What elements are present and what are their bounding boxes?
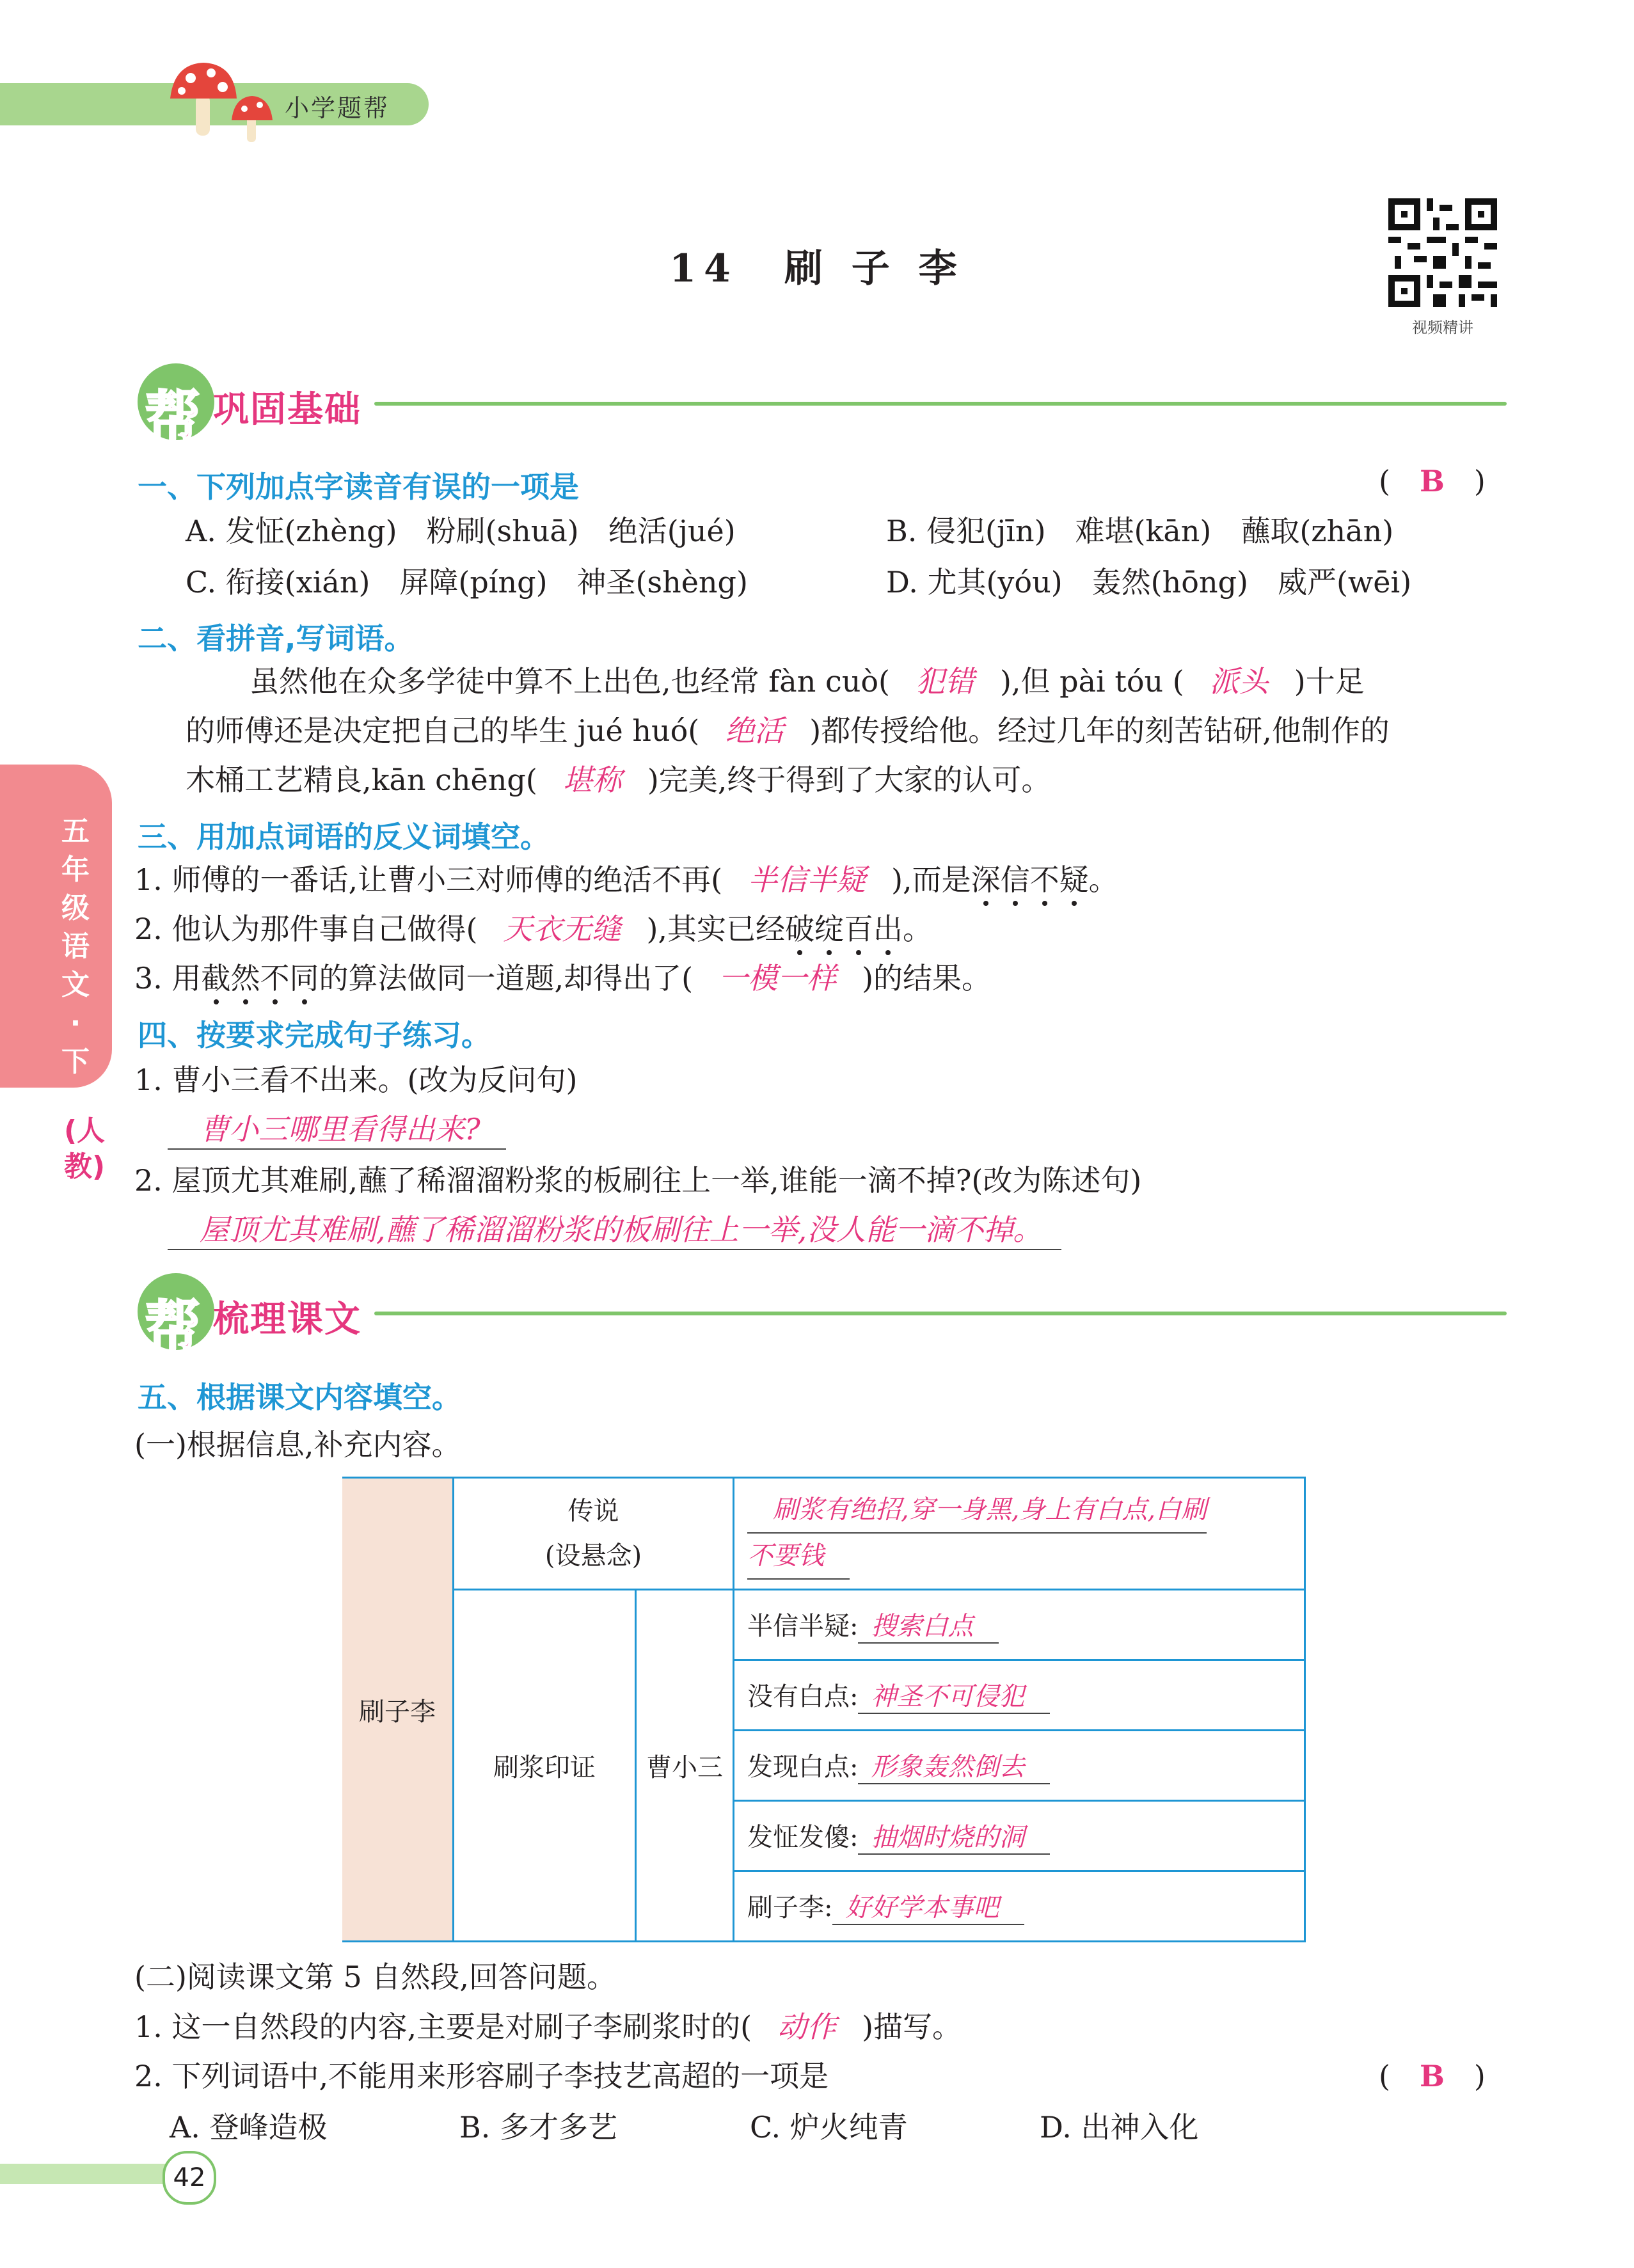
side-grade-label: 五年级语文·下	[61, 815, 90, 1078]
emphasis-char: 破	[785, 912, 815, 946]
q3-answer-1: 半信半疑	[748, 862, 866, 897]
table-row	[734, 1731, 1305, 1801]
q3-text: ),而是	[891, 862, 971, 897]
section-divider	[374, 402, 1507, 406]
table-legend-answer-b: 不要钱	[747, 1534, 850, 1580]
q3-text: 3. 用	[134, 961, 202, 995]
section-header-consolidate	[138, 363, 1507, 449]
page-number: 42	[163, 2151, 216, 2205]
q4-prompt: 四、按要求完成句子练习。	[138, 1018, 491, 1052]
q5-text: )描写。	[862, 2010, 962, 2044]
table-row-label: 发现白点:	[747, 1752, 859, 1782]
emphasis-char: 绽	[814, 912, 845, 946]
side-edition-label: (人教)	[64, 1114, 106, 1183]
q5-option-b: B. 多才多艺	[459, 2110, 618, 2145]
q3-dotted-word-1	[971, 862, 1089, 897]
q5-sub-1: (一)根据信息,补充内容。	[134, 1427, 461, 1462]
q4-answer-2-line	[168, 1210, 1061, 1250]
q3-item-2	[134, 910, 932, 948]
q5-prompt: 五、根据课文内容填空。	[138, 1380, 461, 1415]
section-divider	[374, 1312, 1507, 1315]
q1-option-c: C. 衔接(xián) 屏障(píng) 神圣(shèng)	[186, 565, 748, 599]
q1-prompt: 一、下列加点字读音有误的一项是	[138, 470, 579, 504]
q2-line-2	[186, 711, 1390, 750]
section-header-review	[138, 1273, 1507, 1359]
table-row-answer: 神圣不可侵犯	[858, 1676, 1050, 1714]
emphasis-char: 然	[230, 961, 260, 995]
q5-sub-2: (二)阅读课文第 5 自然段,回答问题。	[134, 1960, 617, 1994]
q3-text: ),其实已经	[646, 912, 786, 946]
page-title: 14 刷 子 李	[669, 246, 965, 291]
q1-answer: B	[1419, 464, 1445, 498]
q2-text: 虽然他在众多学徒中算不上出色,也经常 fàn cuò(	[250, 664, 890, 699]
q4-answer-2: 屋顶尤其难刷,蘸了稀溜溜粉浆的板刷往上一举,没人能一滴不掉。	[168, 1210, 1061, 1250]
table-legend-b: (设悬念)	[544, 1541, 642, 1571]
q3-text: )的结果。	[862, 961, 992, 995]
table-root: 刷子李	[359, 1697, 436, 1727]
emphasis-char: 不	[260, 961, 290, 995]
q2-text: )十足	[1294, 664, 1365, 699]
emphasis-char: 出	[873, 912, 903, 946]
table-row	[734, 1590, 1305, 1660]
q1-option-b: B. 侵犯(jīn) 难堪(kān) 蘸取(zhān)	[886, 514, 1394, 548]
table-proof: 刷浆印证	[493, 1753, 596, 1782]
q3-text: 2. 他认为那件事自己做得(	[134, 912, 478, 946]
q3-dotted-word-2	[785, 912, 903, 946]
q1-option-d: D. 尤其(yóu) 轰然(hōng) 威严(wēi)	[886, 565, 1412, 599]
section-title: 梳理课文	[213, 1299, 361, 1340]
table-root-cell	[342, 1478, 454, 1942]
q4-answer-1-line	[168, 1110, 506, 1150]
q4-sentence-2: 2. 屋顶尤其难刷,蘸了稀溜溜粉浆的板刷往上一举,谁能一滴不掉?(改为陈述句)	[134, 1163, 1142, 1198]
q3-answer-3: 一模一样	[718, 961, 837, 995]
table-legend-answer-a: 刷浆有绝招,穿一身黑,身上有白点,白刷	[747, 1487, 1207, 1534]
table-proof-cell	[454, 1590, 636, 1942]
table-row-answer: 抽烟时烧的洞	[858, 1817, 1050, 1855]
table-row-label: 没有白点:	[747, 1682, 859, 1711]
table-row-label: 半信半疑:	[747, 1612, 859, 1641]
mushroom-logo-icon	[165, 59, 280, 148]
q3-dotted-word-3	[202, 961, 319, 995]
emphasis-char: 百	[844, 912, 874, 946]
q4-answer-1: 曹小三哪里看得出来?	[168, 1110, 506, 1150]
table-person: 曹小三	[646, 1753, 723, 1782]
q3-text: 。	[903, 912, 933, 946]
table-legend-a: 传说	[567, 1496, 619, 1526]
q2-line-3	[186, 761, 1051, 799]
table-person-cell	[636, 1590, 734, 1942]
emphasis-char: 疑	[1059, 862, 1089, 897]
summary-table	[342, 1477, 1306, 1942]
qr-code-icon[interactable]	[1388, 198, 1497, 307]
table-row-answer: 搜索白点	[858, 1606, 999, 1644]
q5-option-d: D. 出神入化	[1040, 2110, 1199, 2145]
emphasis-char: 深	[971, 862, 1001, 897]
section-title: 巩固基础	[213, 389, 361, 431]
q2-text: 木桶工艺精良,kān chēng(	[186, 763, 537, 797]
q3-item-3	[134, 959, 991, 997]
q5-answer-bracket: ( B )	[1379, 2059, 1486, 2093]
q2-text: )都传授给他。经过几年的刻苦钻研,他制作的	[809, 713, 1390, 748]
q2-line-1	[250, 662, 1365, 701]
q1-answer-bracket: ( B )	[1379, 464, 1486, 498]
section-badge-char: 帮	[145, 385, 200, 449]
emphasis-char: 不	[1029, 862, 1059, 897]
q5-option-a: A. 登峰造极	[170, 2110, 328, 2145]
table-row	[734, 1660, 1305, 1731]
table-row-answer: 好好学本事吧	[832, 1887, 1024, 1925]
table-row	[734, 1801, 1305, 1871]
emphasis-char: 同	[289, 961, 319, 995]
table-row-answer: 形象轰然倒去	[858, 1747, 1050, 1784]
q2-answer-4: 堪称	[562, 763, 622, 797]
table-row-label: 刷子李:	[747, 1893, 833, 1923]
table-legend-cell	[454, 1478, 734, 1590]
q2-answer-1: 犯错	[915, 664, 974, 699]
q5-item-1	[134, 2008, 962, 2046]
brand-label: 小学题帮	[285, 94, 390, 122]
emphasis-char: 信	[1000, 862, 1030, 897]
table-legend-answer-cell	[734, 1478, 1305, 1590]
q3-text: 。	[1088, 862, 1118, 897]
q2-answer-2: 派头	[1209, 664, 1269, 699]
q2-prompt: 二、看拼音,写词语。	[138, 621, 414, 656]
q2-text: )完美,终于得到了大家的认可。	[647, 763, 1051, 797]
q3-item-1	[134, 860, 1118, 899]
q5-answer-1: 动作	[777, 2010, 837, 2044]
q5-option-c: C. 炉火纯青	[750, 2110, 908, 2145]
q2-text: 的师傅还是决定把自己的毕生 jué huó(	[186, 713, 700, 748]
table-row-label: 发怔发傻:	[747, 1823, 859, 1852]
q3-text: 1. 师傅的一番话,让曹小三对师傅的绝活不再(	[134, 862, 723, 897]
q3-text: 的算法做同一道题,却得出了(	[319, 961, 694, 995]
q5-item-2: 2. 下列词语中,不能用来形容刷子李技艺高超的一项是	[134, 2059, 829, 2093]
q4-sentence-1: 1. 曹小三看不出来。(改为反问句)	[134, 1063, 578, 1097]
q5-answer-2: B	[1419, 2059, 1445, 2093]
section-badge-char: 帮	[145, 1295, 200, 1359]
q3-answer-2: 天衣无缝	[503, 912, 621, 946]
qr-caption: 视频精讲	[1412, 319, 1473, 337]
q5-text: 1. 这一自然段的内容,主要是对刷子李刷浆时的(	[134, 2010, 752, 2044]
q2-answer-3: 绝活	[725, 713, 784, 748]
emphasis-char: 截	[201, 961, 231, 995]
q3-prompt: 三、用加点词语的反义词填空。	[138, 820, 550, 854]
q2-text: ),但 pài tóu (	[999, 664, 1184, 699]
q1-option-a: A. 发怔(zhèng) 粉刷(shuā) 绝活(jué)	[186, 514, 736, 548]
table-row	[734, 1871, 1305, 1942]
